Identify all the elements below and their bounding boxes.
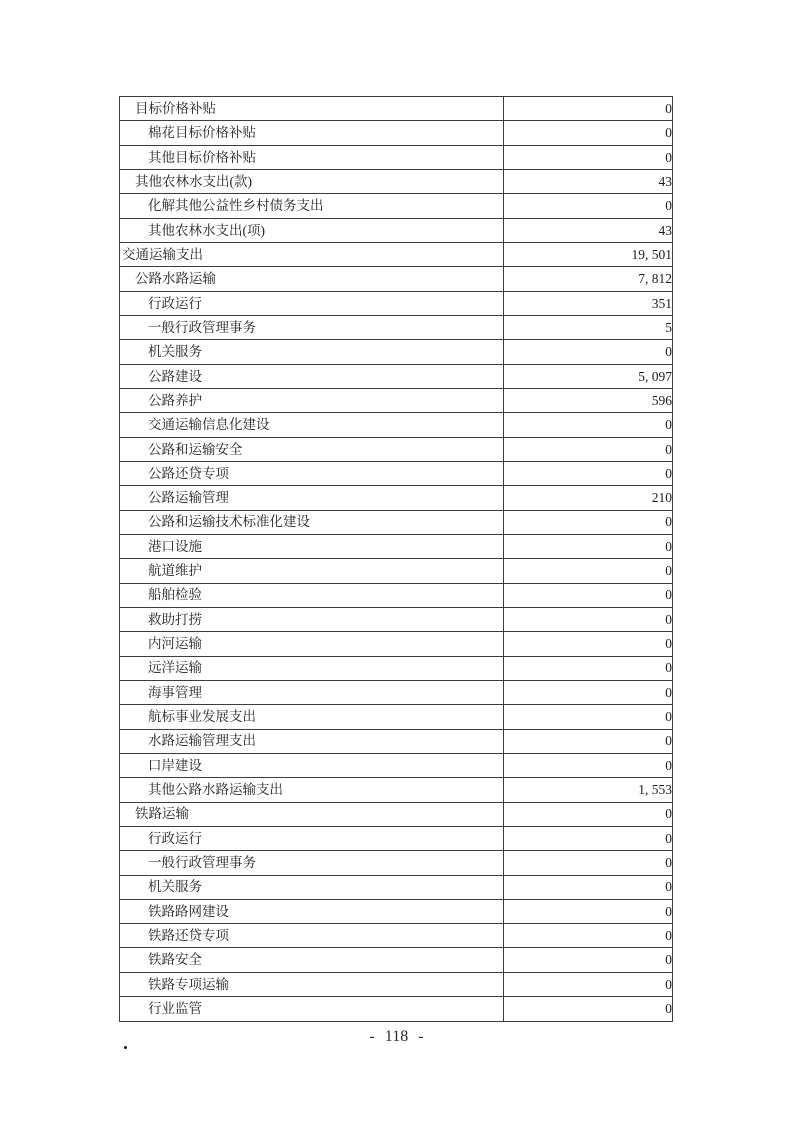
item-amount-cell: 1, 553 [504,778,673,802]
item-amount-cell: 0 [504,437,673,461]
item-name-cell: 铁路运输 [120,802,504,826]
table-row [120,340,673,364]
item-amount-cell: 0 [504,607,673,631]
item-amount-cell: 0 [504,145,673,169]
table-row [120,242,673,266]
item-amount-cell: 5, 097 [504,364,673,388]
item-name-cell: 公路还贷专项 [120,461,504,485]
table-row [120,705,673,729]
item-amount-cell: 210 [504,486,673,510]
table-row [120,753,673,777]
item-amount-cell: 19, 501 [504,242,673,266]
table-row [120,291,673,315]
item-name-cell: 铁路专项运输 [120,972,504,996]
table-row [120,218,673,242]
item-name-cell: 行政运行 [120,291,504,315]
item-name-cell: 交通运输支出 [120,242,504,266]
item-name-cell: 海事管理 [120,680,504,704]
item-name-cell: 航道维护 [120,559,504,583]
item-name-cell: 交通运输信息化建设 [120,413,504,437]
item-amount-cell: 0 [504,534,673,558]
item-amount-cell: 7, 812 [504,267,673,291]
item-name-cell: 机关服务 [120,875,504,899]
table-row [120,413,673,437]
item-amount-cell: 43 [504,169,673,193]
item-name-cell: 公路和运输安全 [120,437,504,461]
table-row [120,121,673,145]
item-name-cell: 救助打捞 [120,607,504,631]
table-row [120,486,673,510]
item-amount-cell: 0 [504,413,673,437]
item-amount-cell: 0 [504,340,673,364]
table-row [120,315,673,339]
item-name-cell: 棉花目标价格补贴 [120,121,504,145]
table-row [120,194,673,218]
item-name-cell: 铁路路网建设 [120,899,504,923]
item-name-cell: 目标价格补贴 [120,97,504,121]
table-row [120,388,673,412]
item-amount-cell: 0 [504,559,673,583]
item-name-cell: 行业监管 [120,997,504,1022]
page-number: - 118 - [369,1028,424,1045]
item-amount-cell: 0 [504,97,673,121]
table-row [120,169,673,193]
item-name-cell: 其他目标价格补贴 [120,145,504,169]
item-amount-cell: 0 [504,875,673,899]
item-name-cell: 机关服务 [120,340,504,364]
table-row [120,437,673,461]
item-amount-cell: 0 [504,851,673,875]
item-amount-cell: 0 [504,972,673,996]
item-amount-cell: 0 [504,729,673,753]
item-name-cell: 其他农林水支出(项) [120,218,504,242]
item-name-cell: 口岸建设 [120,753,504,777]
item-name-cell: 公路和运输技术标准化建设 [120,510,504,534]
table-row [120,972,673,996]
item-name-cell: 远洋运输 [120,656,504,680]
table-row [120,875,673,899]
item-amount-cell: 0 [504,461,673,485]
item-amount-cell: 0 [504,753,673,777]
item-name-cell: 行政运行 [120,826,504,850]
item-name-cell: 内河运输 [120,632,504,656]
item-name-cell: 铁路安全 [120,948,504,972]
table-row [120,924,673,948]
item-amount-cell: 0 [504,948,673,972]
table-row [120,729,673,753]
table-row [120,97,673,121]
item-amount-cell: 0 [504,899,673,923]
table-row [120,997,673,1022]
item-amount-cell: 0 [504,656,673,680]
table-row [120,559,673,583]
table-row [120,534,673,558]
table-row [120,583,673,607]
item-amount-cell: 43 [504,218,673,242]
table-row [120,607,673,631]
table-row [120,826,673,850]
table-row [120,680,673,704]
item-name-cell: 公路养护 [120,388,504,412]
item-amount-cell: 0 [504,802,673,826]
item-name-cell: 公路建设 [120,364,504,388]
item-name-cell: 化解其他公益性乡村债务支出 [120,194,504,218]
item-amount-cell: 0 [504,194,673,218]
item-amount-cell: 0 [504,826,673,850]
item-amount-cell: 0 [504,583,673,607]
item-amount-cell: 0 [504,924,673,948]
item-name-cell: 一般行政管理事务 [120,851,504,875]
table-row [120,899,673,923]
budget-table [119,96,673,1022]
item-amount-cell: 0 [504,997,673,1022]
table-row [120,267,673,291]
table-row [120,656,673,680]
stray-dot-mark [124,1046,127,1049]
item-name-cell: 其他农林水支出(款) [120,169,504,193]
item-amount-cell: 0 [504,680,673,704]
table-row [120,632,673,656]
item-amount-cell: 0 [504,632,673,656]
table-row [120,802,673,826]
item-amount-cell: 0 [504,510,673,534]
item-name-cell: 航标事业发展支出 [120,705,504,729]
item-amount-cell: 0 [504,705,673,729]
item-amount-cell: 5 [504,315,673,339]
page-footer [0,1028,793,1046]
item-name-cell: 公路运输管理 [120,486,504,510]
table-row [120,145,673,169]
item-name-cell: 水路运输管理支出 [120,729,504,753]
table-row [120,778,673,802]
table-row [120,364,673,388]
table-row [120,948,673,972]
item-name-cell: 公路水路运输 [120,267,504,291]
item-amount-cell: 351 [504,291,673,315]
item-name-cell: 船舶检验 [120,583,504,607]
item-name-cell: 一般行政管理事务 [120,315,504,339]
table-row [120,461,673,485]
item-name-cell: 铁路还贷专项 [120,924,504,948]
table-row [120,851,673,875]
table-row [120,510,673,534]
item-name-cell: 其他公路水路运输支出 [120,778,504,802]
item-name-cell: 港口设施 [120,534,504,558]
item-amount-cell: 0 [504,121,673,145]
item-amount-cell: 596 [504,388,673,412]
